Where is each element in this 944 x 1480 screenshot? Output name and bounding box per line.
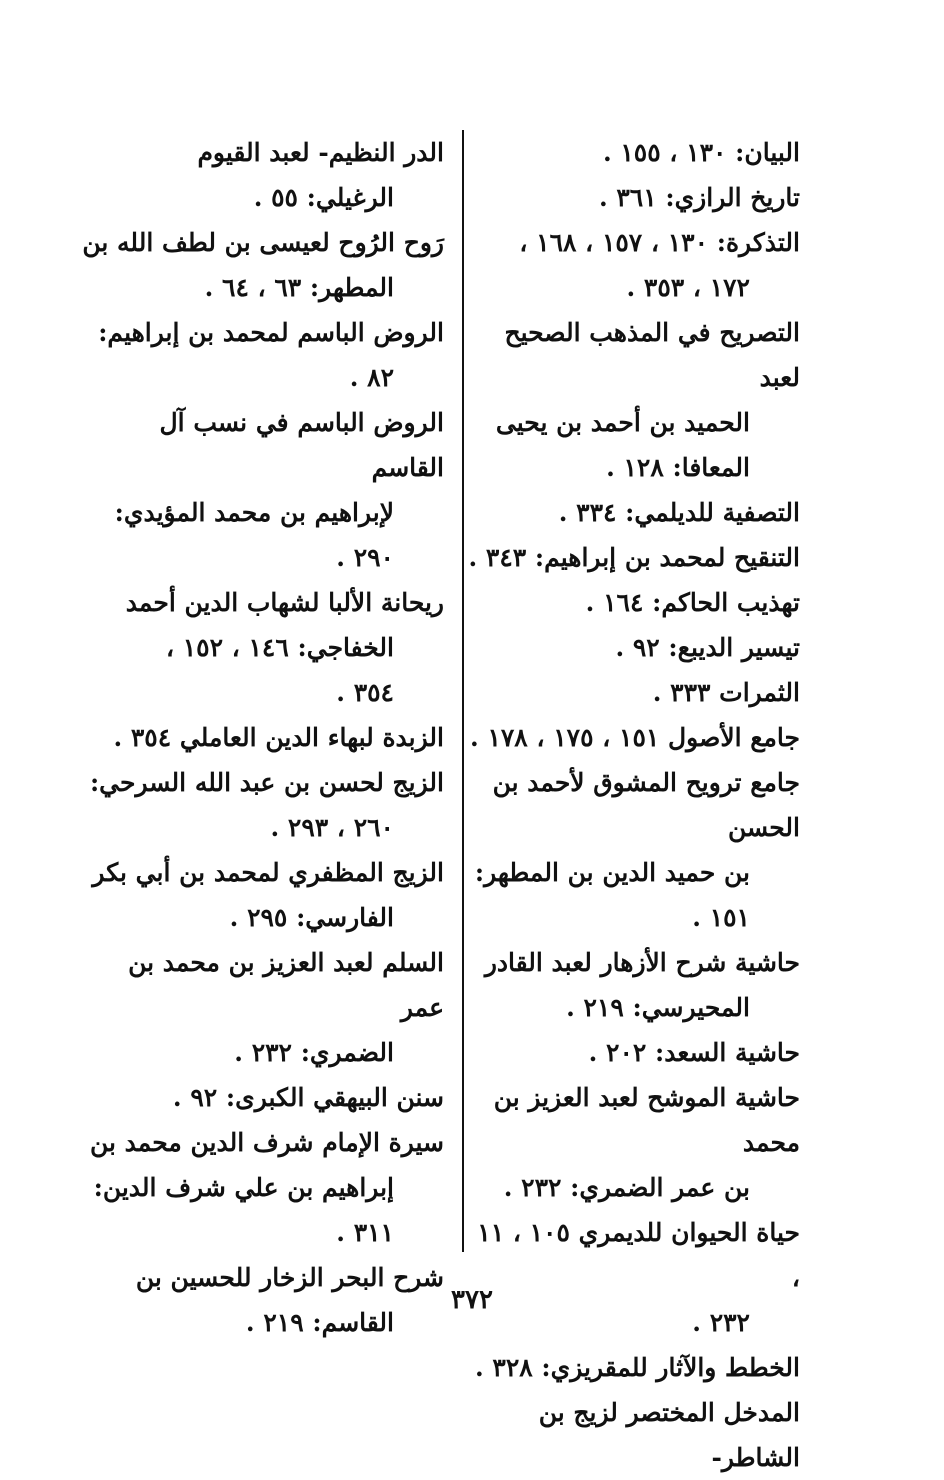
index-entry [465, 535, 800, 580]
entry-continuation-line: المطهر: ٦٣ ، ٦٤ . [204, 273, 394, 302]
entry-title-line: الزيج لحسن بن عبد الله السرحي: [89, 768, 444, 797]
index-entry [79, 580, 444, 715]
index-entry [79, 130, 444, 220]
entry-continuation-line: الحميد بن أحمد بن يحيى [495, 408, 750, 437]
index-entry [465, 1075, 800, 1210]
index-column-right [465, 130, 800, 1480]
entry-title-line: البيان: ١٣٠ ، ١٥٥ . [602, 138, 800, 167]
entry-title-line: حياة الحيوان للديمري ١٠٥ ، ١١ ، [477, 1218, 800, 1292]
index-entry [79, 1120, 444, 1255]
entry-title-line: الخطط والآثار للمقريزي: ٣٢٨ . [474, 1353, 800, 1382]
entry-title-line: السلم لعبد العزيز بن محمد بن عمر [128, 948, 444, 1022]
entry-title-line: الروض الباسم لمحمد بن إبراهيم: [98, 318, 444, 347]
index-entry [79, 850, 444, 940]
index-entry [465, 580, 800, 625]
entry-continuation-line: بن حميد الدين بن المطهر: [474, 858, 750, 887]
index-entry [465, 940, 800, 1030]
index-entry [465, 760, 800, 940]
index-entry [465, 670, 800, 715]
entry-title-line: حاشية شرح الأزهار لعبد القادر [484, 948, 800, 977]
index-entry [79, 715, 444, 760]
entry-continuation-line: الفارسي: ٢٩٥ . [229, 903, 394, 932]
entry-title-line: التصريح في المذهب الصحيح لعبد [504, 318, 800, 392]
index-entry [79, 220, 444, 310]
index-entry [465, 1030, 800, 1075]
entry-continuation-line: المعافا: ١٢٨ . [606, 453, 750, 482]
entry-continuation-line: ٨٢ . [349, 363, 394, 392]
entry-title-line: المدخل المختصر لزيج بن الشاطر- [538, 1398, 800, 1472]
index-column-left [79, 130, 444, 1345]
entry-continuation-line: ٢٩٠ . [336, 543, 394, 572]
entry-continuation-line: ١٥١ . [692, 903, 750, 932]
column-divider [462, 130, 464, 1252]
entry-title-line: جامع الأصول ١٥١ ، ١٧٥ ، ١٧٨ . [470, 723, 800, 752]
index-entry [79, 940, 444, 1075]
entry-title-line: سنن البيهقي الكبرى: ٩٢ . [172, 1083, 444, 1112]
index-entry [465, 715, 800, 760]
index-entry [79, 400, 444, 580]
entry-continuation-line: ١٧٢ ، ٣٥٣ . [626, 273, 750, 302]
entry-title-line: التنقيح لمحمد بن إبراهيم: ٣٤٣ . [468, 543, 800, 572]
entry-title-line: تيسير الديبع: ٩٢ . [615, 633, 800, 662]
entry-title-line: الدر النظيم- لعبد القيوم [197, 138, 444, 167]
entry-title-line: ريحانة الألبا لشهاب الدين أحمد [125, 588, 444, 617]
index-entry [465, 490, 800, 535]
entry-continuation-line: ٢٣٢ . [692, 1308, 750, 1337]
entry-title-line: الثمرات ٣٣٣ . [652, 678, 800, 707]
index-entry [79, 760, 444, 850]
page-number: ٣٧٢ [451, 1285, 493, 1315]
entry-title-line: جامع ترويح المشوق لأحمد بن الحسن [492, 768, 800, 842]
index-entry [465, 1390, 800, 1480]
entry-title-line: التصفية للديلمي: ٣٣٤ . [558, 498, 800, 527]
index-entry [465, 310, 800, 490]
entry-title-line: تاريخ الرازي: ٣٦١ . [598, 183, 800, 212]
index-entry [79, 1075, 444, 1120]
index-entry [465, 625, 800, 670]
entry-continuation-line: الضمري: ٢٣٢ . [234, 1038, 394, 1067]
index-entry [465, 175, 800, 220]
entry-continuation-line: الرغيلي: ٥٥ . [253, 183, 394, 212]
entry-title-line: تهذيب الحاكم: ١٦٤ . [585, 588, 800, 617]
entry-continuation-line: المحيرسي: ٢١٩ . [566, 993, 750, 1022]
entry-continuation-line: لإبراهيم بن محمد المؤيدي: [114, 498, 394, 527]
entry-title-line: التذكرة: ١٣٠ ، ١٥٧ ، ١٦٨ ، [519, 228, 800, 257]
entry-title-line: حاشية السعد: ٢٠٢ . [588, 1038, 800, 1067]
entry-continuation-line: إبراهيم بن علي شرف الدين: [93, 1173, 394, 1202]
entry-continuation-line: القاسم: ٢١٩ . [245, 1308, 394, 1337]
entry-continuation-line: ٣٥٤ . [336, 678, 394, 707]
entry-continuation-line: بن عمر الضمري: ٢٣٢ . [503, 1173, 750, 1202]
entry-title-line: الزبدة لبهاء الدين العاملي ٣٥٤ . [113, 723, 444, 752]
entry-title-line: شرح البحر الزخار للحسين بن [135, 1263, 444, 1292]
entry-continuation-line: الخفاجي: ١٤٦ ، ١٥٢ ، [165, 633, 394, 662]
index-entry [79, 310, 444, 400]
index-entry [465, 220, 800, 310]
entry-continuation-line: ٢٦٠ ، ٢٩٣ . [270, 813, 394, 842]
index-entry [465, 1345, 800, 1390]
entry-title-line: سيرة الإمام شرف الدين محمد بن [89, 1128, 444, 1157]
entry-title-line: حاشية الموشح لعبد العزيز بن محمد [493, 1083, 800, 1157]
entry-continuation-line: ٣١١ . [336, 1218, 394, 1247]
entry-title-line: رَوح الرُوح لعيسى بن لطف الله بن [82, 228, 444, 257]
entry-title-line: الروض الباسم في نسب آل القاسم [159, 408, 444, 482]
index-entry [465, 130, 800, 175]
index-entry [465, 1210, 800, 1345]
entry-title-line: الزيج المظفري لمحمد بن أبي بكر [92, 858, 444, 887]
